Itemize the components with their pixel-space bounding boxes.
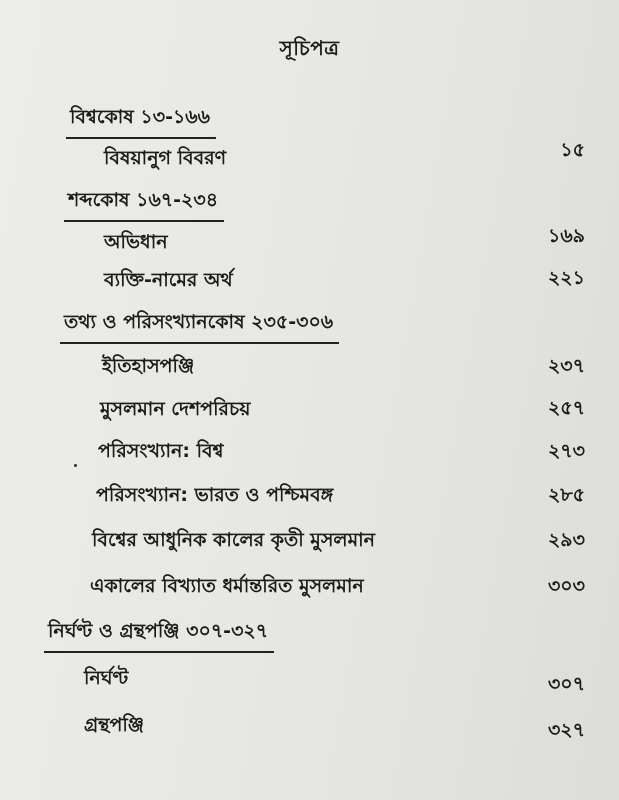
toc-entry-label: ইতিহাসপঞ্জি <box>102 355 195 377</box>
section-heading: নির্ঘণ্ট ও গ্রন্থপঞ্জি ৩০৭-৩২৭ <box>44 617 274 653</box>
section-heading: শব্দকোষ ১৬৭-২৩৪ <box>64 186 224 222</box>
toc-entry-label: নির্ঘণ্ট <box>84 667 129 689</box>
section-heading: বিশ্বকোষ ১৩-১৬৬ <box>66 103 216 139</box>
toc-entry-label: পরিসংখ্যান: ভারত ও পশ্চিমবঙ্গ <box>96 484 334 506</box>
page-title: সূচিপত্র <box>279 36 340 60</box>
toc-entry-label: একালের বিখ্যাত ধর্মান্তরিত মুসলমান <box>90 575 364 597</box>
toc-entry-label: মুসলমান দেশপরিচয় <box>100 398 251 420</box>
toc-entry-page: ৩২৭ <box>547 719 585 741</box>
toc-entry-label: ব্যক্তি-নামের অর্থ <box>104 269 233 291</box>
toc-entry-page: ২৭৩ <box>547 440 585 462</box>
toc-entry-label: গ্রন্থপঞ্জি <box>84 714 145 736</box>
toc-entry-page: ১৫ <box>560 139 585 161</box>
toc-entry-page: ২২১ <box>547 267 585 289</box>
toc-entry-page: ২৫৭ <box>547 397 585 419</box>
toc-entry-label: বিষয়ানুগ বিবরণ <box>104 147 227 169</box>
toc-entry-page: ৩০৩ <box>547 575 585 597</box>
toc-entry-label: পরিসংখ্যান: বিশ্ব <box>98 440 224 462</box>
toc-entry-page: ১৬৯ <box>547 225 585 247</box>
toc-entry-page: ২৩৭ <box>547 355 585 377</box>
toc-entry-page: ৩০৭ <box>547 673 585 695</box>
toc-entry-page: ২৯৩ <box>547 529 585 551</box>
toc-entry-label: বিশ্বের আধুনিক কালের কৃতী মুসলমান <box>92 529 375 551</box>
section-heading: তথ্য ও পরিসংখ্যানকোষ ২৩৫-৩০৬ <box>60 308 339 344</box>
toc-entry-page: ২৮৫ <box>547 484 585 506</box>
ink-speck <box>74 464 77 467</box>
toc-entry-label: অভিধান <box>104 231 168 253</box>
